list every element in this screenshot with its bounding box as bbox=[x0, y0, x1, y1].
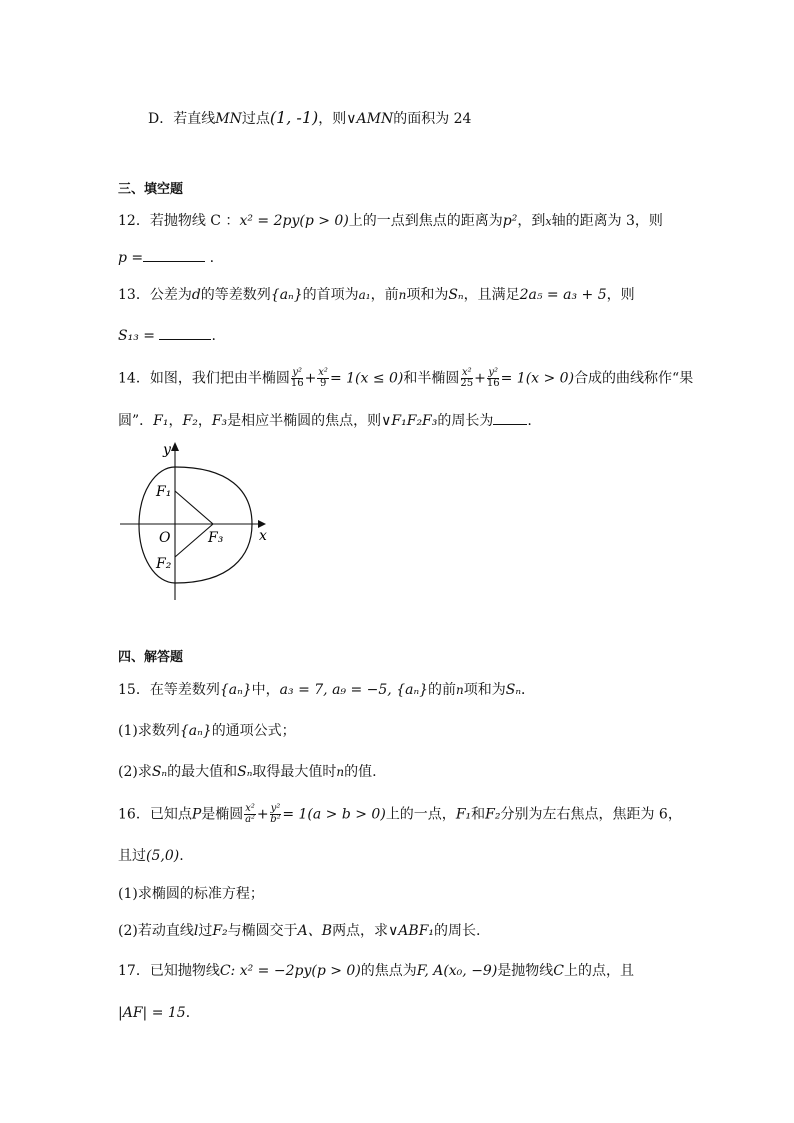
focus-f3-label: F₃ bbox=[208, 530, 224, 546]
question-17: 17．已知抛物线C: x² = −2py(p > 0)的焦点为F, A(x₀, −9)是抛物线C上的点，且 bbox=[118, 963, 635, 979]
fraction: $\frac{\text{x²}}{\text{a²}}$ bbox=[245, 803, 256, 825]
question-12: 12．若抛物线 C ：x² = 2py(p > 0)上的一点到焦点的距离为p²，到x轴的距离为 3，则 bbox=[118, 213, 663, 229]
question-16-line2: 且过(5,0). bbox=[118, 848, 184, 864]
right-semi-ellipse bbox=[175, 467, 252, 583]
fraction: $\frac{\text{x²}}{25}$ bbox=[460, 367, 474, 389]
fraction: $\frac{\text{y²}}{16}$ bbox=[290, 367, 304, 389]
section-title-solutions: 四、解答题 bbox=[118, 650, 184, 665]
x-axis-arrow bbox=[258, 520, 266, 528]
fruit-curve-figure bbox=[118, 438, 278, 608]
y-axis-label: y bbox=[163, 442, 171, 458]
question-14: 14．如图，我们把由半椭圆 $\frac{\text{y²}}{16}$ + $\frac{\text{x²}}{9}$ = 1(x ≤ 0)和半椭圆 $\frac{\text{x²}}{25}$ + $\frac{\text{y²}}{16}$ = 1(x > 0)合成的曲线称作“果 bbox=[118, 367, 694, 389]
answer-blank[interactable] bbox=[493, 410, 527, 425]
question-13: 13．公差为d的等差数列{aₙ}的首项为a₁，前n项和为Sₙ，且满足2a₅ = a₃ + 5，则 bbox=[118, 287, 635, 303]
answer-blank[interactable] bbox=[159, 325, 211, 340]
question-16: 16．已知点P是椭圆 $\frac{\text{x²}}{\text{a²}}$ + $\frac{\text{y²}}{\text{b²}}$ = 1(a > b > 0)上的一点，F₁和F₂分别为左右焦点，焦距为 6， bbox=[118, 803, 682, 825]
fraction: $\frac{\text{y²}}{16}$ bbox=[486, 367, 500, 389]
question-16-part2: (2)若动直线l过F₂与椭圆交于A、B两点，求∨ABF₁的周长. bbox=[118, 923, 481, 939]
fraction: $\frac{\text{x²}}{9}$ bbox=[318, 367, 328, 389]
q11-option-d: D．若直线MN过点(1, -1)，则∨AMN的面积为 24 bbox=[148, 108, 472, 127]
fraction: $\frac{\text{y²}}{\text{b²}}$ bbox=[270, 803, 281, 825]
question-17-line2: |AF| = 15． bbox=[118, 1005, 200, 1021]
question-12-answer: p = . bbox=[118, 247, 214, 268]
question-15-part1: (1)求数列{aₙ}的通项公式； bbox=[118, 723, 296, 739]
question-16-part1: (1)求椭圆的标准方程； bbox=[118, 886, 264, 902]
focus-f1-label: F₁ bbox=[156, 484, 172, 500]
x-axis-label: x bbox=[259, 528, 267, 544]
y-axis-arrow bbox=[171, 442, 179, 451]
section-title-fill-in: 三、填空题 bbox=[118, 182, 184, 197]
question-15: 15．在等差数列{aₙ}中，a₃ = 7, a₉ = −5, {aₙ}的前n项和为Sₙ． bbox=[118, 682, 536, 698]
question-15-part2: (2)求Sₙ的最大值和Sₙ取得最大值时n的值. bbox=[118, 764, 377, 780]
focus-f2-label: F₂ bbox=[156, 556, 172, 572]
answer-blank[interactable] bbox=[143, 247, 205, 262]
origin-label: O bbox=[159, 530, 171, 546]
question-14-line2: 圆”．F₁，F₂，F₃是相应半椭圆的焦点，则∨F₁F₂F₃的周长为 . bbox=[118, 410, 532, 431]
question-13-answer: S₁₃ = . bbox=[118, 325, 216, 346]
